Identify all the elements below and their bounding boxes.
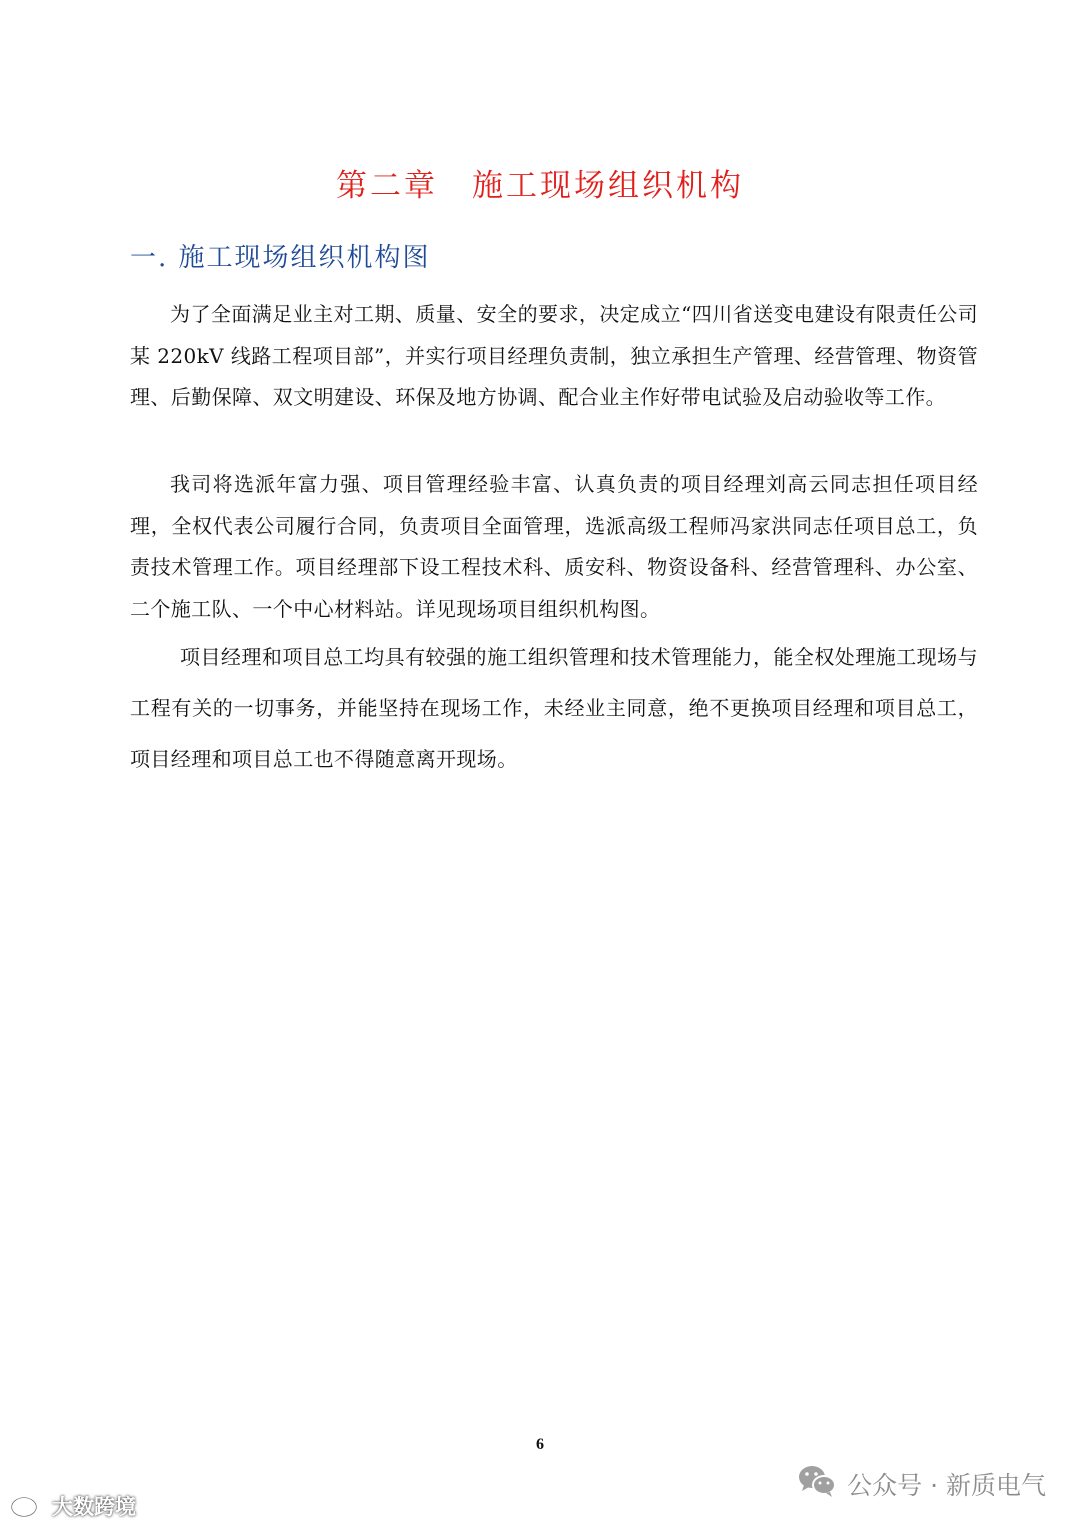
- watermark-left: [10, 1491, 136, 1521]
- chapter-title: 第二章 施工现场组织机构: [336, 168, 744, 204]
- page-number: 6: [536, 1436, 544, 1453]
- watermark-right: [797, 1464, 1046, 1504]
- body-paragraph-2: 我司将选派年富力强、项目管理经验丰富、认真负责的项目经理刘高云同志担任项目经理，全权代表公司履行合同，负责项目全面管理，选派高级工程师冯家洪同志任项目总工，负责技术管理工作。项目经理部下设工程技术科、质安科、物资设备科、经营管理科、办公室、二个施工队、一个中心材料站。详见现场项目组织机构图。: [130, 472, 978, 621]
- wechat-icon: [797, 1464, 837, 1504]
- section-heading: 一. 施工现场组织机构图: [130, 243, 431, 273]
- watermark-left-text: 大数跨境: [52, 1495, 136, 1519]
- body-paragraph-1: 为了全面满足业主对工期、质量、安全的要求，决定成立“四川省送变电建设有限责任公司某 220kV 线路工程项目部”，并实行项目经理负责制，独立承担生产管理、经营管理、物资管理、后勤保障、双文明建设、环保及地方协调、配合业主作好带电试验及启动验收等工作。: [130, 302, 978, 409]
- body-paragraph-3: 项目经理和项目总工均具有较强的施工组织管理和技术管理能力，能全权处理施工现场与工程有关的一切事务，并能坚持在现场工作，未经业主同意，绝不更换项目经理和项目总工，项目经理和项目总工也不得随意离开现场。: [130, 645, 978, 771]
- watermark-right-text: 公众号 · 新质电气: [847, 1471, 1046, 1500]
- weibo-style-logo-icon: [10, 1491, 46, 1522]
